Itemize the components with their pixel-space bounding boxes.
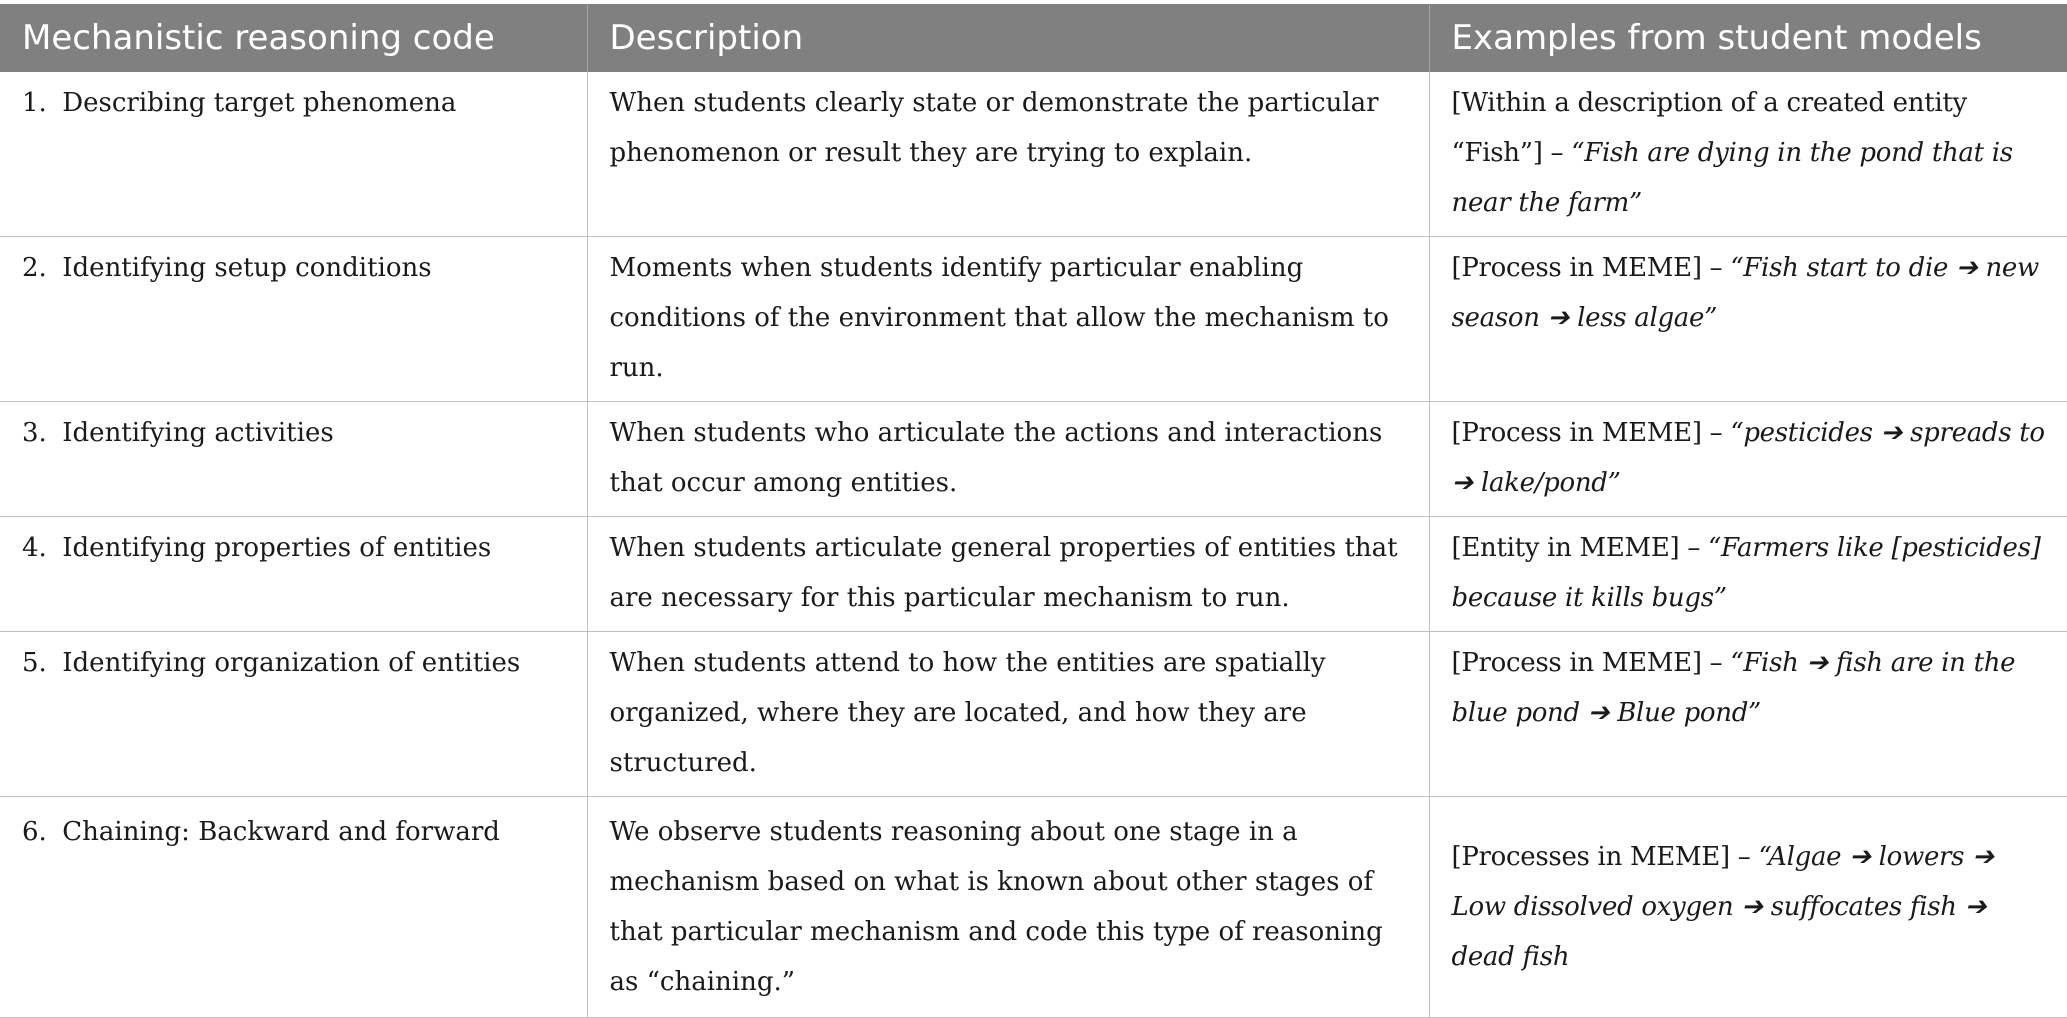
code-cell xyxy=(0,797,587,1018)
description-cell: When students clearly state or demonstrate the particular phenomenon or result they are trying to explain. xyxy=(587,72,1429,237)
code-label: Identifying setup conditions xyxy=(62,253,432,283)
code-cell xyxy=(0,72,587,237)
example-quote: “Fish start to die ➔ new season ➔ less algae” xyxy=(1451,253,2039,333)
example-cell xyxy=(1429,797,2067,1018)
row-number: 3. xyxy=(22,418,47,448)
example-prefix: [Process in MEME] – xyxy=(1451,418,1723,448)
example-cell xyxy=(1429,632,2067,797)
code-label: Chaining: Backward and forward xyxy=(62,817,500,847)
table-row xyxy=(0,402,2067,517)
code-label: Identifying properties of entities xyxy=(62,533,492,563)
row-number: 2. xyxy=(22,253,47,283)
table-row xyxy=(0,517,2067,632)
code-cell xyxy=(0,517,587,632)
table-row xyxy=(0,632,2067,797)
example-quote: “Algae ➔ lowers ➔ Low dissolved oxygen ➔ suffocates fish ➔ dead fish xyxy=(1451,842,1994,972)
example-quote: “pesticides ➔ spreads to ➔ lake/pond” xyxy=(1451,418,2045,498)
example-cell xyxy=(1429,72,2067,237)
row-number: 4. xyxy=(22,533,47,563)
code-cell xyxy=(0,402,587,517)
coding-scheme-table-container xyxy=(0,4,2067,1018)
description-cell: Moments when students identify particular enabling conditions of the environment that allow the mechanism to run. xyxy=(587,237,1429,402)
example-cell xyxy=(1429,237,2067,402)
code-cell xyxy=(0,237,587,402)
example-prefix: [Process in MEME] – xyxy=(1451,648,1723,678)
code-label: Identifying organization of entities xyxy=(62,648,521,678)
example-cell xyxy=(1429,517,2067,632)
example-prefix: [Process in MEME] – xyxy=(1451,253,1723,283)
header-row xyxy=(0,4,2067,72)
table-row xyxy=(0,237,2067,402)
example-quote: “Farmers like [pesticides] because it kills bugs” xyxy=(1451,533,2041,613)
code-cell xyxy=(0,632,587,797)
example-prefix: [Processes in MEME] – xyxy=(1451,842,1751,872)
table-row xyxy=(0,72,2067,237)
example-quote: “Fish are dying in the pond that is near the farm” xyxy=(1451,138,2013,218)
description-cell: We observe students reasoning about one stage in a mechanism based on what is known about other stages of that particular mechanism and code this type of reasoning as “chaining.” xyxy=(587,797,1429,1018)
code-label: Describing target phenomena xyxy=(62,88,457,118)
example-quote: “Fish ➔ fish are in the blue pond ➔ Blue pond” xyxy=(1451,648,2016,728)
description-cell: When students who articulate the actions and interactions that occur among entities. xyxy=(587,402,1429,517)
description-cell: When students attend to how the entities are spatially organized, where they are located, and how they are structured. xyxy=(587,632,1429,797)
example-cell xyxy=(1429,402,2067,517)
example-prefix: [Within a description of a created entity “Fish”] – xyxy=(1451,88,1967,168)
header-examples: Examples from student models xyxy=(1429,4,2067,72)
table-row xyxy=(0,797,2067,1018)
mechanistic-reasoning-table xyxy=(0,4,2067,1018)
row-number: 5. xyxy=(22,648,47,678)
example-prefix: [Entity in MEME] – xyxy=(1451,533,1701,563)
row-number: 1. xyxy=(22,88,47,118)
table-body xyxy=(0,72,2067,1018)
description-cell: When students articulate general properties of entities that are necessary for this particular mechanism to run. xyxy=(587,517,1429,632)
code-label: Identifying activities xyxy=(62,418,334,448)
header-code: Mechanistic reasoning code xyxy=(0,4,587,72)
header-description: Description xyxy=(587,4,1429,72)
row-number: 6. xyxy=(22,817,47,847)
table-header xyxy=(0,4,2067,72)
